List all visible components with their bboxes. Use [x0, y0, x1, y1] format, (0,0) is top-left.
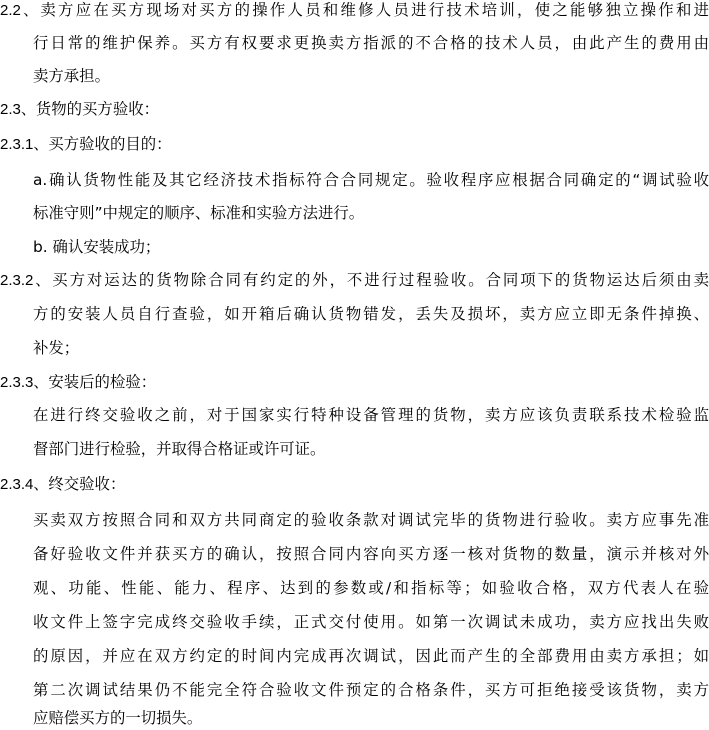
- section-2-3-4-line-4: 收文件上签字完成终交验收手续，正式交付使用。如第一次调试未成功，卖方应找出失败: [33, 613, 709, 631]
- section-2-3-3-heading: 2.3.3、安装后的检验：: [0, 373, 157, 391]
- section-2-3-4-line-1: 买卖双方按照合同和双方共同商定的验收条款对调试完毕的货物进行验收。卖方应事先准: [33, 511, 709, 529]
- section-2-3-2-line-1: 2.3.2、买方对运达的货物除合同有约定的外，不进行过程验收。合同项下的货物运达后须由卖: [0, 271, 709, 289]
- section-2-3-4-line-6: 第二次调试结果仍不能完全符合验收文件预定的合格条件，买方可拒绝接受该货物，卖方: [33, 681, 709, 699]
- item-a-line-1: a.确认货物性能及其它经济技术指标符合合同规定。验收程序应根据合同确定的“调试验收: [33, 171, 709, 189]
- section-2-3-4-line-3: 观、功能、性能、能力、程序、达到的参数或/和指标等；如验收合格，双方代表人在验: [33, 579, 709, 597]
- section-2-2-line-3: 卖方承担。: [33, 67, 110, 85]
- section-2-3-3-line-1: 在进行终交验收之前，对于国家实行特种设备管理的货物，卖方应该负责联系技术检验监: [33, 406, 709, 424]
- section-number: 2.3、: [0, 101, 36, 118]
- section-2-2-line-1: 2.2、卖方应在买方现场对买方的操作人员和维修人员进行技术培训，使之能够独立操作和进: [0, 1, 709, 19]
- section-number: 2.3.3、: [0, 374, 49, 391]
- section-2-3-3-line-2: 督部门进行检验，并取得合格证或许可证。: [33, 440, 326, 458]
- item-b-line-1: b. 确认安装成功；: [33, 238, 161, 256]
- section-2-3-4-heading: 2.3.4、终交验收：: [0, 475, 126, 493]
- section-2-2-line-2: 行日常的维护保养。买方有权要求更换卖方指派的不合格的技术人员，由此产生的费用由: [33, 34, 709, 52]
- section-number: 2.2、: [0, 2, 41, 19]
- section-number: 2.3.2、: [0, 272, 53, 289]
- section-2-3-2-line-3: 补发；: [33, 339, 80, 357]
- section-number: 2.3.1、: [0, 136, 49, 153]
- section-2-3-2-line-2: 方的安装人员自行查验，如开箱后确认货物错发，丢失及损坏，卖方应立即无条件掉换、: [33, 305, 709, 323]
- section-2-3-heading: 2.3、货物的买方验收：: [0, 100, 159, 118]
- section-number: 2.3.4、: [0, 476, 49, 493]
- section-2-3-4-line-7: 应赔偿买方的一切损失。: [33, 709, 203, 727]
- section-2-3-1-heading: 2.3.1、买方验收的目的：: [0, 135, 172, 153]
- section-2-3-4-line-5: 的原因，并应在双方约定的时间内完成再次调试，因此而产生的全部费用由卖方承担；如: [33, 647, 709, 665]
- section-2-3-4-line-2: 备好验收文件并获买方的确认，按照合同内容向买方逐一核对货物的数量，演示并核对外: [33, 545, 709, 563]
- item-a-line-2: 标准守则”中规定的顺序、标准和实验方法进行。: [33, 204, 365, 222]
